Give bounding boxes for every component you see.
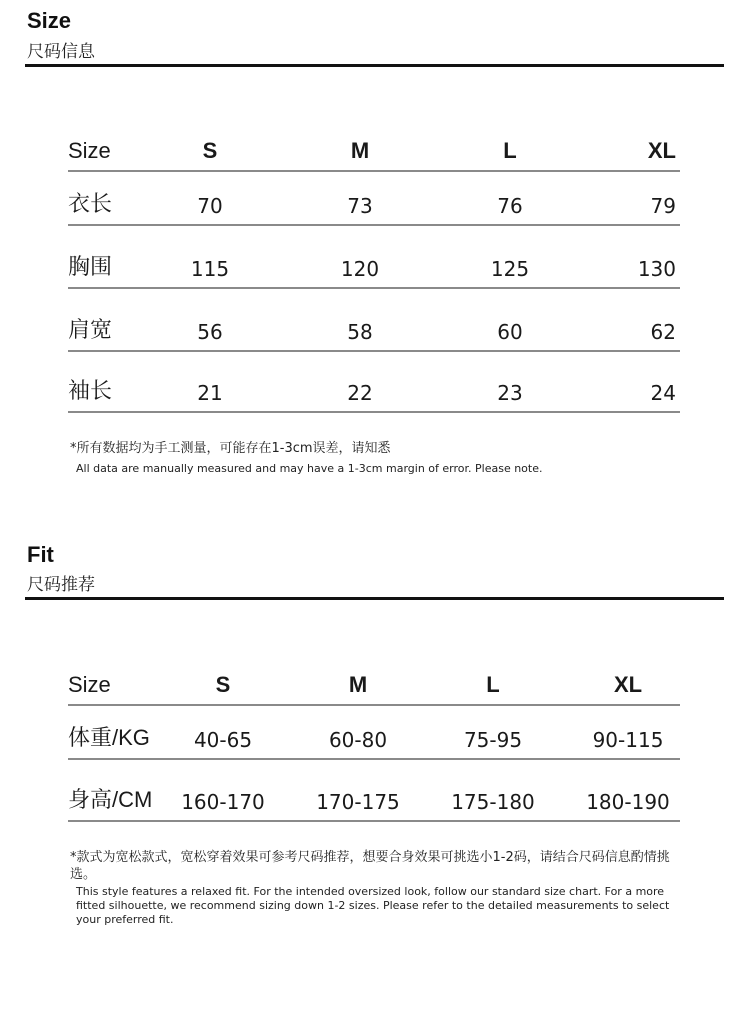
table-cell: 170-175 bbox=[316, 790, 400, 814]
row-divider bbox=[68, 758, 680, 760]
table-cell: 180-190 bbox=[586, 790, 670, 814]
fit-note-en: This style features a relaxed fit. For the intended oversized look, follow our standard size chart. For a more fitted silhouette, we recommend sizing down 1-2 sizes. Please refer to the detailed measurements to select your preferred fit. bbox=[76, 885, 670, 926]
header-size-label: Size bbox=[68, 138, 111, 163]
table-row bbox=[68, 251, 680, 289]
table-cell: 160-170 bbox=[181, 790, 265, 814]
row-divider bbox=[68, 287, 680, 289]
row-divider bbox=[68, 704, 680, 706]
table-row bbox=[68, 722, 680, 760]
row-divider bbox=[68, 411, 680, 413]
fit-section-title: Fit bbox=[27, 542, 54, 567]
header-size-m: M bbox=[348, 672, 368, 697]
table-cell: 75-95 bbox=[463, 728, 523, 752]
fit-section-subtitle: 尺码推荐 bbox=[27, 575, 95, 595]
row-divider bbox=[68, 350, 680, 352]
table-cell: 58 bbox=[347, 320, 373, 344]
table-cell: 21 bbox=[197, 381, 223, 405]
table-cell: 130 bbox=[637, 257, 676, 281]
header-size-xl: XL bbox=[647, 138, 676, 163]
table-cell: 70 bbox=[197, 194, 223, 218]
fit-table-header bbox=[68, 668, 680, 706]
row-label: 体重/KG bbox=[68, 725, 150, 750]
table-cell: 60 bbox=[497, 320, 523, 344]
fit-note-cn: *款式为宽松款式，宽松穿着效果可参考尺码推荐，想要合身效果可挑选小1-2码，请结合尺码信息酌情挑选。 bbox=[70, 850, 670, 882]
row-label: 衣长 bbox=[68, 191, 113, 216]
size-section-divider bbox=[25, 64, 724, 67]
row-label: 肩宽 bbox=[68, 317, 113, 342]
header-size-l: L bbox=[486, 672, 500, 697]
table-cell: 175-180 bbox=[451, 790, 535, 814]
header-size-s: S bbox=[202, 138, 218, 163]
table-cell: 115 bbox=[190, 257, 230, 281]
size-note-en: All data are manually measured and may have a 1-3cm margin of error. Please note. bbox=[76, 462, 543, 475]
table-row bbox=[68, 314, 680, 352]
table-cell: 62 bbox=[650, 320, 676, 344]
row-divider bbox=[68, 820, 680, 822]
header-size-l: L bbox=[503, 138, 517, 163]
table-cell: 76 bbox=[497, 194, 523, 218]
table-cell: 73 bbox=[347, 194, 373, 218]
row-label: 身高/CM bbox=[68, 787, 153, 812]
table-cell: 40-65 bbox=[193, 728, 253, 752]
header-size-s: S bbox=[215, 672, 231, 697]
size-section-title: Size bbox=[27, 8, 72, 33]
table-cell: 90-115 bbox=[592, 728, 664, 752]
table-cell: 23 bbox=[497, 381, 523, 405]
table-cell: 24 bbox=[650, 381, 676, 405]
row-divider bbox=[68, 170, 680, 172]
header-size-xl: XL bbox=[613, 672, 643, 697]
header-size-label: Size bbox=[68, 672, 111, 697]
table-cell: 125 bbox=[490, 257, 530, 281]
table-cell: 120 bbox=[340, 257, 380, 281]
table-cell: 60-80 bbox=[328, 728, 388, 752]
fit-section-divider bbox=[25, 597, 724, 600]
table-row bbox=[68, 375, 680, 413]
size-section-subtitle: 尺码信息 bbox=[27, 42, 95, 62]
table-cell: 79 bbox=[650, 194, 676, 218]
table-cell: 56 bbox=[197, 320, 223, 344]
table-row bbox=[68, 784, 680, 822]
table-cell: 22 bbox=[347, 381, 373, 405]
row-label: 袖长 bbox=[68, 378, 113, 403]
size-table-header bbox=[68, 134, 680, 172]
table-row bbox=[68, 188, 680, 226]
row-divider bbox=[68, 224, 680, 226]
size-note-cn: *所有数据均为手工测量，可能存在1-3cm误差，请知悉 bbox=[70, 441, 391, 456]
row-label: 胸围 bbox=[68, 254, 113, 279]
header-size-m: M bbox=[350, 138, 370, 163]
